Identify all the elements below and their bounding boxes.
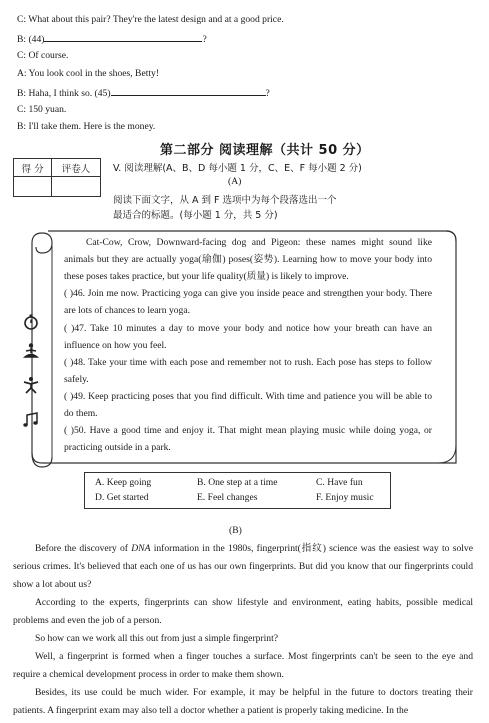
passage-a-item-50 [64, 422, 432, 456]
grader-header: 评卷人 [52, 159, 101, 177]
score-cell[interactable] [14, 177, 52, 197]
option-f: F. Enjoy music [316, 492, 374, 503]
p1-dna: DNA [131, 543, 151, 554]
item-text-47: Take 10 minutes a day to move your body and notice how your breath can have an influence on how you feel. [64, 323, 433, 352]
dialogue-line-c1: C: What about this pair? They're the latest design and at a good price. [17, 14, 284, 25]
dialogue-line-a1: A: You look cool in the shoes, Betty! [17, 68, 160, 79]
dialogue-suffix: ? [202, 34, 207, 45]
dialogue-line-c3: C: 150 yuan. [17, 104, 67, 115]
passage-b-p5: Besides, its use could be much wider. For example, it may be helpful in the future to doctors treating their patients. A fingerprint exam may also tell a doctor whether a patient is properly taking medicine. In the [13, 687, 473, 716]
dialogue-line-b45 [17, 86, 270, 100]
dialogue-line-c2: C: Of course. [17, 50, 69, 61]
option-e: E. Feel changes [197, 492, 258, 503]
passage-a-item-47 [64, 320, 432, 354]
meditation-icon [22, 342, 40, 360]
question-number-50[interactable]: ( )50. [64, 425, 86, 436]
question-number-49[interactable]: ( )49. [64, 391, 86, 402]
score-table [13, 158, 101, 197]
dialogue-suffix: ? [265, 88, 270, 99]
question-number-46[interactable]: ( )46. [64, 288, 86, 299]
section-a-label: (A) [228, 176, 242, 187]
section-a-instruction-1: 阅读下面文字，从 A 到 F 选项中为每个段落选出一个 [113, 195, 337, 206]
stopwatch-icon [22, 313, 40, 331]
item-text-50: Have a good time and enjoy it. That might mean playing music while doing yoga, or practicing outside in a park. [64, 425, 432, 454]
p1-text-post: information in the 1980s, fingerprint(指纹) science was the easiest way to solve serious crimes. It's believed that each one of us has our own fingerprints. But did you know that our fingerprints could show a lot about us? [13, 543, 473, 590]
item-text-49: Keep practicing poses that you find difficult. With time and patience you will be able to do them. [64, 391, 432, 420]
dialogue-line-b44 [17, 32, 207, 46]
options-box [84, 472, 391, 509]
passage-a-item-46 [64, 285, 432, 319]
answer-blank-45[interactable] [111, 86, 266, 96]
score-header: 得 分 [14, 159, 52, 177]
grader-cell[interactable] [52, 177, 101, 197]
option-c: C. Have fun [316, 477, 363, 488]
passage-b-p4: Well, a fingerprint is formed when a finger touches a surface. Most fingerprints can't be seen to the eye and require a chemical development process in order to make them shown. [13, 651, 473, 680]
section-a-instruction-2: 最适合的标题。(每小题 1 分，共 5 分) [113, 210, 278, 221]
passage-a-item-49 [64, 388, 432, 422]
dialogue-prefix: B: (44) [17, 34, 45, 45]
option-d: D. Get started [95, 492, 149, 503]
part2-title: 第二部分 阅读理解（共计 50 分） [160, 143, 370, 158]
yoga-pose-icon [22, 376, 40, 394]
question-number-48[interactable]: ( )48. [64, 357, 86, 368]
dialogue-line-b2: B: I'll take them. Here is the money. [17, 121, 156, 132]
music-notes-icon [22, 411, 40, 429]
option-a: A. Keep going [95, 477, 152, 488]
item-text-46: Join me now. Practicing yoga can give you inside peace and strengthen your body. There are lots of chances to learn yoga. [64, 288, 432, 317]
question-number-47[interactable]: ( )47. [64, 323, 87, 334]
passage-a-intro: Cat-Cow, Crow, Downward-facing dog and Pigeon: these names might sound like animals but they are actually yoga(瑜伽) poses(姿势). Learning how to move your body into these poses takes practice, but your life quality(质量) is likely to improve. [64, 237, 432, 283]
p1-text-pre: Before the discovery of [35, 543, 132, 554]
part2-instruction: V. 阅读理解(A、B、D 每小题 1 分，C、E、F 每小题 2 分) [113, 163, 362, 174]
passage-b-p1 [13, 540, 473, 594]
dialogue-prefix: B: Haha, I think so. (45) [17, 88, 111, 99]
answer-blank-44[interactable] [44, 32, 202, 42]
section-b-label: (B) [229, 525, 242, 536]
item-text-48: Take your time with each pose and remember not to rush. Each pose has steps to follow safely. [64, 357, 433, 386]
passage-b-p2: According to the experts, fingerprints can show lifestyle and environment, eating habits, possible medical problems and even the job of a person. [13, 597, 473, 626]
option-b: B. One step at a time [197, 477, 278, 488]
passage-a-item-48 [64, 354, 432, 388]
passage-b-p3: So how can we work all this out from just a simple fingerprint? [35, 633, 278, 644]
